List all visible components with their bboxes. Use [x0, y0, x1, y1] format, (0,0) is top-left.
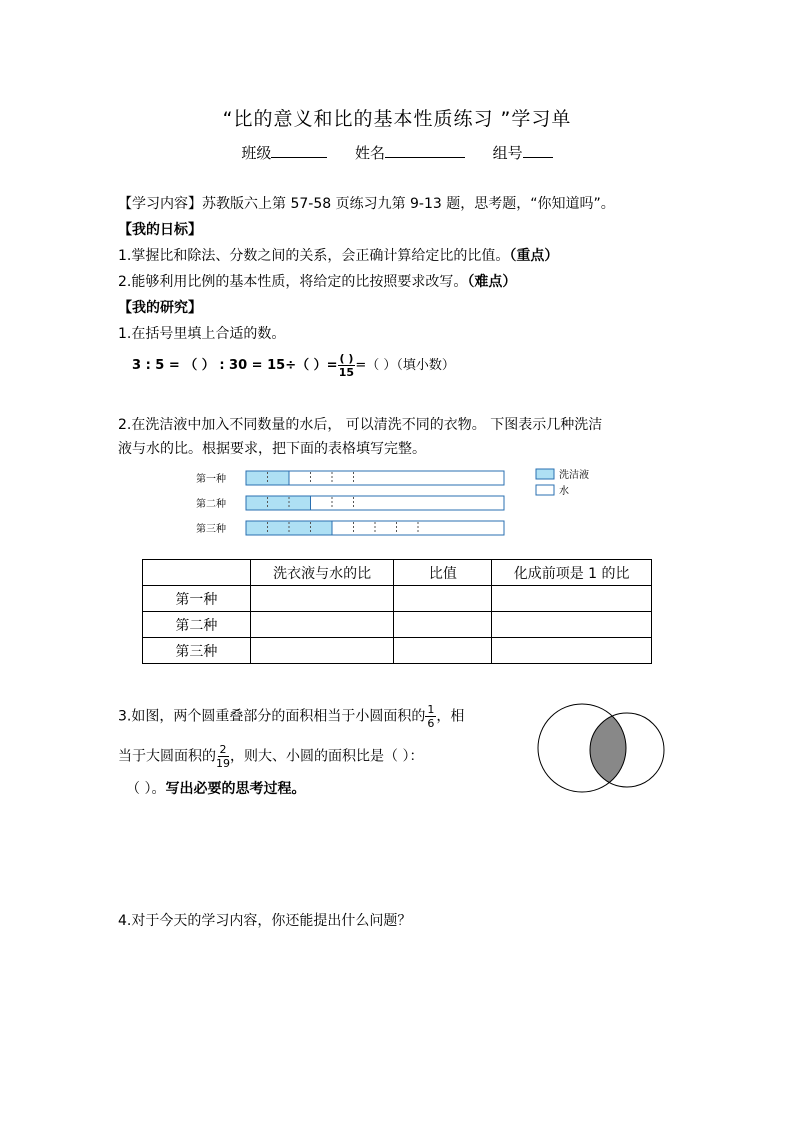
- legend-detergent-swatch: [536, 469, 554, 479]
- overlapping-circles-figure: [530, 700, 670, 800]
- q3-line-3: [126, 778, 305, 798]
- table-header-row: [143, 560, 652, 586]
- q3-line-2-b: ，则大、小圆的面积比是（ ）：: [230, 748, 424, 765]
- answer-cell[interactable]: [394, 638, 492, 664]
- q2-line-2: 液与水的比。根据要求，把下面的表格填写完整。: [118, 441, 426, 457]
- answer-cell[interactable]: [492, 638, 652, 664]
- legend-water-label: 水: [559, 486, 569, 497]
- legend-detergent-label: 洗洁液: [559, 470, 589, 481]
- answer-cell[interactable]: [394, 612, 492, 638]
- q3-f2-den: 19: [216, 757, 230, 770]
- table-row-label: 第一种: [143, 586, 251, 612]
- q1-fraction: [338, 353, 356, 378]
- q1-equation: [132, 353, 455, 378]
- q4-prompt: 4.对于今天的学习内容，你还能提出什么问题？: [118, 913, 412, 929]
- group-label: 组号: [492, 144, 523, 162]
- answer-cell[interactable]: [492, 612, 652, 638]
- table-header-cell: 洗衣液与水的比: [250, 560, 394, 586]
- goal-1-text: 1.掌握比和除法、分数之间的关系，会正确计算给定比的比值。: [118, 248, 510, 264]
- ratio-bars: [196, 471, 504, 535]
- class-label: 班级: [241, 144, 272, 162]
- detergent-segment: [246, 496, 311, 510]
- answer-cell[interactable]: [250, 638, 394, 664]
- research-heading: 【我的研究】: [118, 300, 202, 316]
- table-row-label: 第三种: [143, 638, 251, 664]
- q1-part-b: =（ ）（填小数）: [355, 358, 455, 373]
- q3-f1-den: 6: [427, 717, 435, 730]
- study-content: 【学习内容】苏教版六上第 57-58 页练习九第 9-13 题，思考题，“你知道吗”。: [118, 196, 615, 212]
- answer-cell[interactable]: [250, 612, 394, 638]
- q3-line-2-a: 当于大圆面积的: [118, 748, 216, 765]
- bar-label: 第一种: [196, 474, 226, 485]
- q3-line-1-a: 3.如图，两个圆重叠部分的面积相当于小圆面积的: [118, 708, 426, 725]
- name-blank[interactable]: [385, 143, 465, 158]
- table-header-cell: 化成前项是 1 的比: [492, 560, 652, 586]
- class-blank[interactable]: [271, 143, 327, 158]
- q1-frac-den: 15: [338, 366, 355, 379]
- goal-2-tag: （难点）: [467, 274, 517, 290]
- table-row: [143, 586, 652, 612]
- ratio-bar-diagram: [180, 462, 620, 542]
- table-row: [143, 612, 652, 638]
- answer-cell[interactable]: [492, 586, 652, 612]
- goals-heading: 【我的日标】: [118, 222, 202, 238]
- table-row: [143, 638, 652, 664]
- table-header-cell: [143, 560, 251, 586]
- q3-fraction-1: [425, 704, 436, 729]
- bar-label: 第二种: [196, 499, 226, 510]
- q1-part-a: 3 : 5 = （ ） : 30 = 15÷（ ）=: [132, 358, 338, 373]
- q3-f1-num: 1: [427, 703, 435, 716]
- q3-line-1: [118, 704, 464, 729]
- answer-cell[interactable]: [394, 586, 492, 612]
- q1-frac-num: ( ): [339, 352, 354, 365]
- goal-2-text: 2.能够利用比例的基本性质，将给定的比按照要求改写。: [118, 274, 468, 290]
- legend-water-swatch: [536, 485, 554, 495]
- goal-1-tag: （重点）: [509, 248, 559, 264]
- q2-line-1: 2.在洗洁液中加入不同数量的水后， 可以清洗不同的衣物。 下图表示几种洗洁: [118, 417, 603, 433]
- goal-1: [118, 245, 558, 265]
- page-title: “比的意义和比的基本性质练习 ”学习单: [222, 108, 572, 130]
- q3-line-1-b: ，相: [436, 708, 465, 725]
- group-blank[interactable]: [523, 143, 553, 158]
- table-header-cell: 比值: [394, 560, 492, 586]
- name-label: 姓名: [354, 144, 385, 162]
- q3-f2-num: 2: [219, 743, 227, 756]
- legend: [536, 468, 589, 497]
- q3-line-3-a: （ ）。: [126, 781, 166, 797]
- answer-cell[interactable]: [250, 586, 394, 612]
- q3-fraction-2: [216, 744, 230, 769]
- q3-line-3-b: 写出必要的思考过程。: [165, 781, 306, 797]
- q1-prompt: 1.在括号里填上合适的数。: [118, 326, 286, 342]
- ratio-table: [142, 559, 652, 664]
- table-row-label: 第二种: [143, 612, 251, 638]
- bar-label: 第三种: [196, 524, 226, 535]
- goal-2: [118, 271, 516, 291]
- q3-line-2: [118, 744, 423, 769]
- student-info-line: [0, 142, 794, 163]
